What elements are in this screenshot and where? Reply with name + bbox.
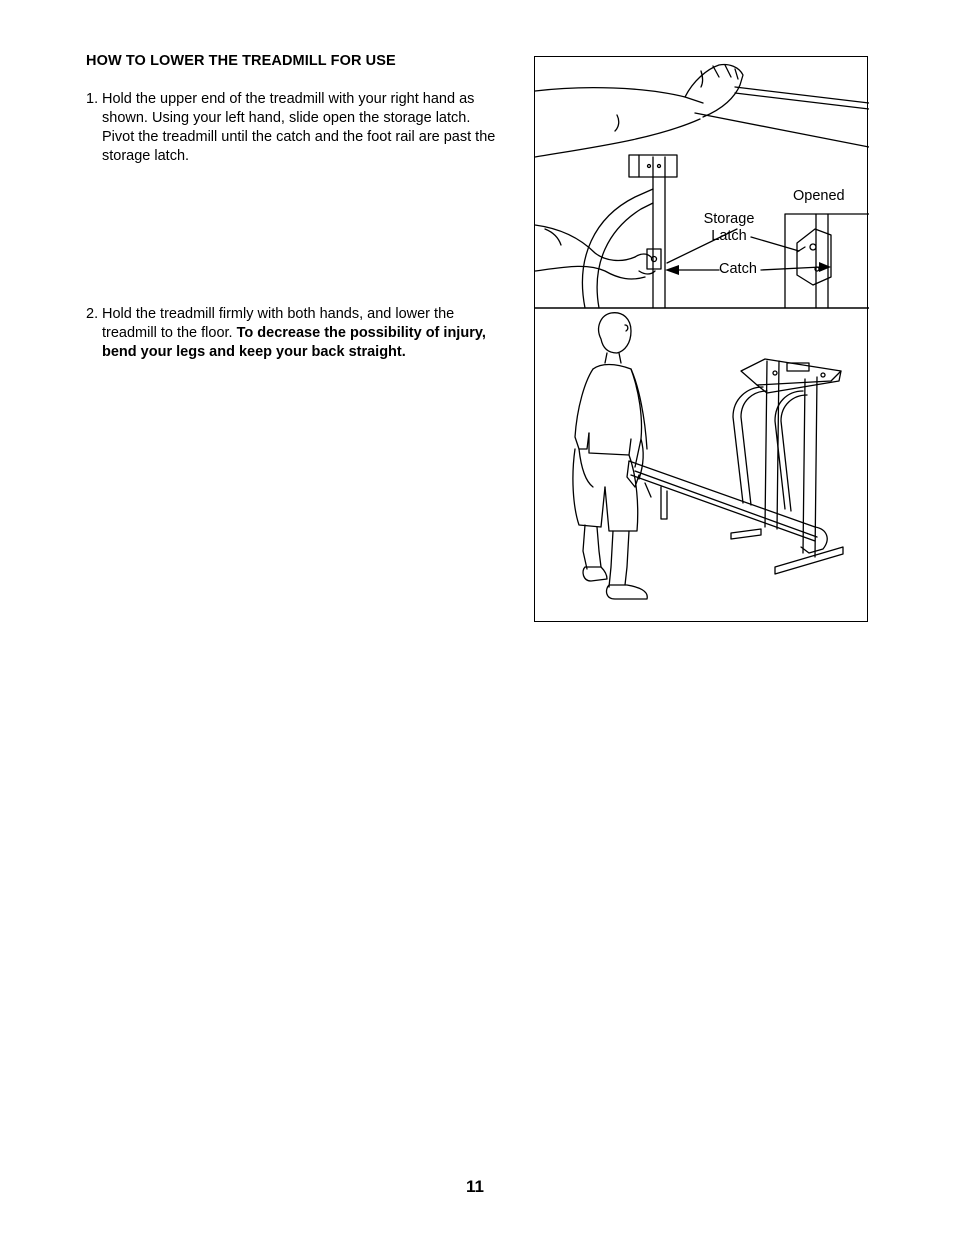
step-text: Hold the upper end of the treadmill with your right hand as shown. Using your left hand, slide open the storage latch. Pivot the treadmill until the catch and the foot rail are past the storage latch. <box>102 91 496 164</box>
step-text: Hold the treadmill firmly with both hands, and lower the treadmill to the floor. <box>102 306 455 341</box>
storage-latch-label-line2: Latch <box>711 228 747 244</box>
catch-label: Catch <box>719 261 757 277</box>
opened-label: Opened <box>793 188 845 204</box>
storage-latch-label-line1: Storage <box>703 211 755 227</box>
step-body <box>102 305 496 362</box>
section-heading: HOW TO LOWER THE TREADMILL FOR USE <box>86 53 396 69</box>
page-number: 11 <box>466 1177 484 1196</box>
lowering-panel-drawing <box>573 313 843 599</box>
illustration-figure <box>534 56 868 622</box>
step-number: 2. <box>86 306 99 322</box>
step-number: 1. <box>86 91 99 107</box>
treadmill-illustration <box>535 57 869 623</box>
instruction-step-2 <box>86 305 496 362</box>
instruction-step-1 <box>86 90 496 166</box>
storage-latch-label <box>699 211 759 245</box>
latch-panel-drawing <box>535 64 869 308</box>
step-warning: To decrease the possibility of injury, bend your legs and keep your back straight. <box>102 325 486 360</box>
